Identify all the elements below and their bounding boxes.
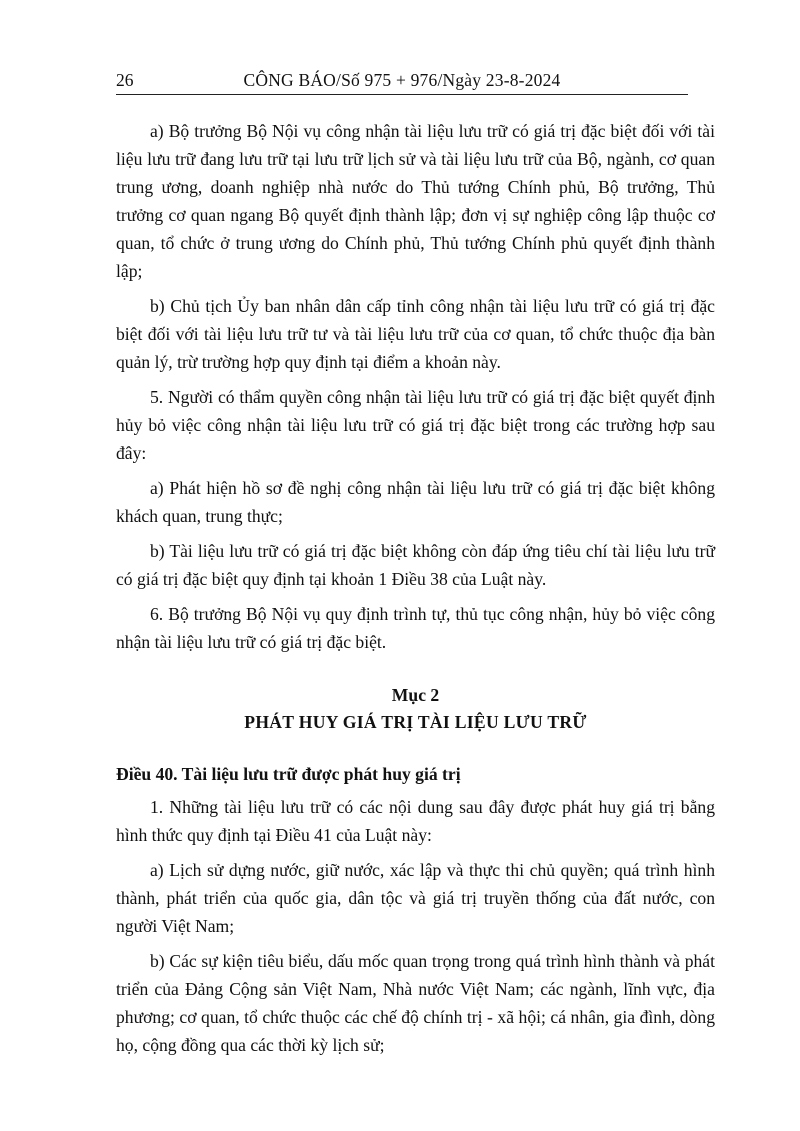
paragraph-4a: a) Bộ trưởng Bộ Nội vụ công nhận tài liệu lưu trữ có giá trị đặc biệt đối với tài liệu lưu trữ đang lưu trữ tại lưu trữ lịch sử và tài liệu lưu trữ của Bộ, ngành, cơ quan trung ương, doanh nghiệp nhà nước do Thủ tướng Chính phủ, Bộ trưởng, Thủ trưởng cơ quan ngang Bộ quyết định thành lập; đơn vị sự nghiệp công lập thuộc cơ quan, tổ chức ở trung ương do Chính phủ, Thủ tướng Chính phủ quyết định thành lập; <box>116 121 715 281</box>
paragraph-article-1b: b) Các sự kiện tiêu biểu, dấu mốc quan trọng trong quá trình hình thành và phát triển của Đảng Cộng sản Việt Nam, Nhà nước Việt Nam; các ngành, lĩnh vực, địa phương; cơ quan, tổ chức thuộc các chế độ chính trị - xã hội; cá nhân, gia đình, dòng họ, cộng đồng qua các thời kỳ lịch sử; <box>116 951 715 1055</box>
paragraph-article-1a: a) Lịch sử dựng nước, giữ nước, xác lập và thực thi chủ quyền; quá trình hình thành, phát triển của quốc gia, dân tộc và giá trị truyền thống của đất nước, con người Việt Nam; <box>116 860 715 936</box>
paragraph-5b: b) Tài liệu lưu trữ có giá trị đặc biệt không còn đáp ứng tiêu chí tài liệu lưu trữ có giá trị đặc biệt quy định tại khoản 1 Điều 38 của Luật này. <box>116 541 715 589</box>
paragraph-5: 5. Người có thẩm quyền công nhận tài liệu lưu trữ có giá trị đặc biệt quyết định hủy bỏ việc công nhận tài liệu lưu trữ có giá trị đặc biệt trong các trường hợp sau đây: <box>116 387 715 463</box>
section-label: Mục 2 <box>391 685 440 705</box>
page-header <box>116 66 688 95</box>
article-title: Điều 40. Tài liệu lưu trữ được phát huy giá trị <box>116 764 461 784</box>
paragraph-article-1: 1. Những tài liệu lưu trữ có các nội dung sau đây được phát huy giá trị bằng hình thức quy định tại Điều 41 của Luật này: <box>116 797 715 845</box>
paragraph-5a: a) Phát hiện hồ sơ đề nghị công nhận tài liệu lưu trữ có giá trị đặc biệt không khách quan, trung thực; <box>116 478 715 526</box>
paragraph-6: 6. Bộ trưởng Bộ Nội vụ quy định trình tự, thủ tục công nhận, hủy bỏ việc công nhận tài liệu lưu trữ có giá trị đặc biệt. <box>116 604 715 652</box>
section-title: PHÁT HUY GIÁ TRỊ TÀI LIỆU LƯU TRỮ <box>244 712 587 732</box>
section-heading <box>116 682 715 736</box>
document-body <box>116 117 715 1066</box>
gazette-header-title: CÔNG BÁO/Số 975 + 976/Ngày 23-8-2024 <box>243 70 561 90</box>
paragraph-4b: b) Chủ tịch Ủy ban nhân dân cấp tỉnh công nhận tài liệu lưu trữ có giá trị đặc biệt đối với tài liệu lưu trữ tư và tài liệu lưu trữ của cơ quan, tổ chức thuộc địa bàn quản lý, trừ trường hợp quy định tại điểm a khoản này. <box>116 296 715 372</box>
page-number: 26 <box>116 70 134 90</box>
